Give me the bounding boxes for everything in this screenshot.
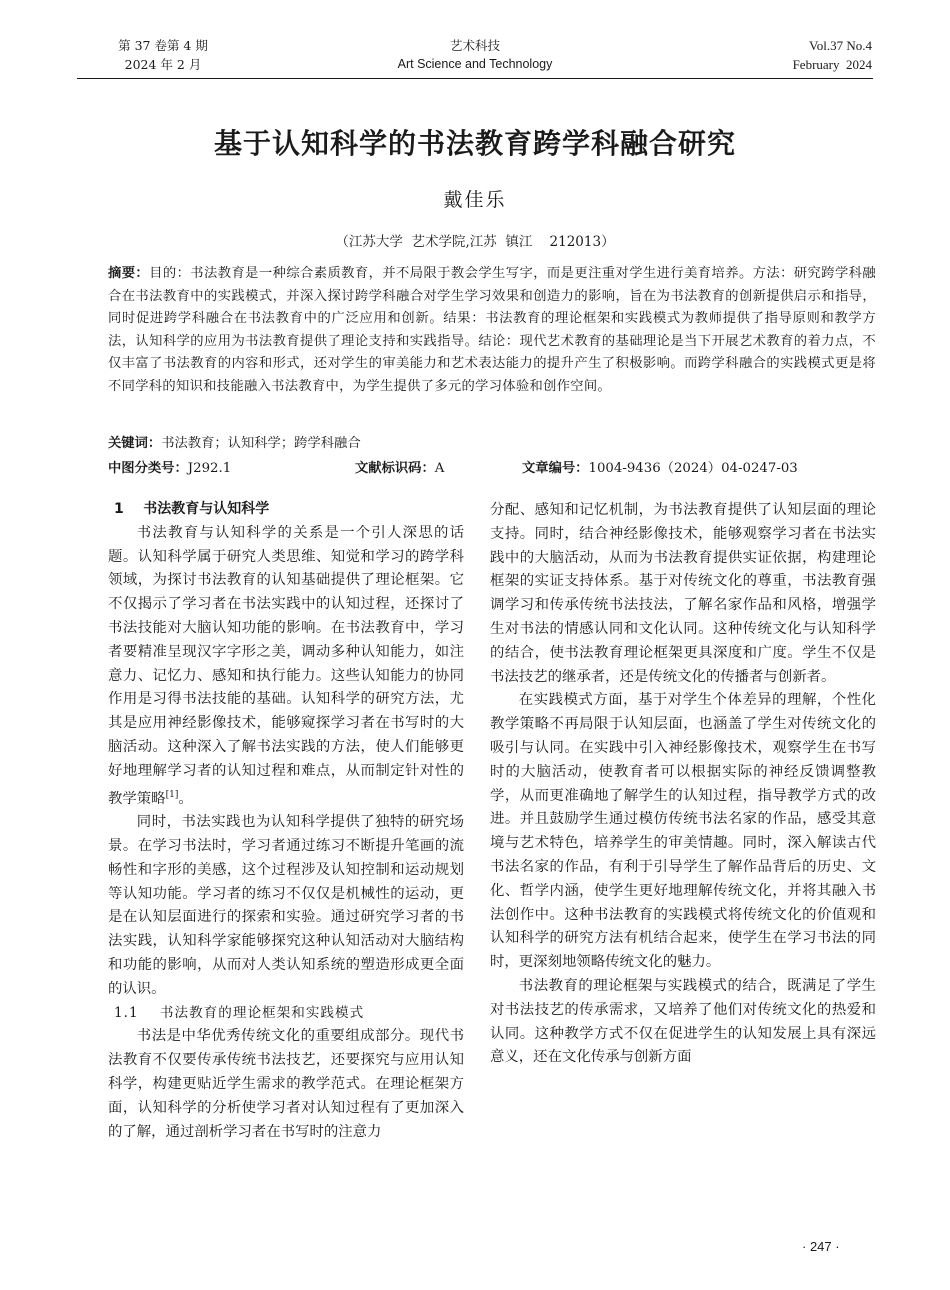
header-volume-cn: [98, 36, 228, 74]
clc-label: 中图分类号：: [108, 461, 188, 476]
paragraph-4: 在实践模式方面，基于对学生个体差异的理解，个性化教学策略不再局限于认知层面，也涵盖了学生对传统文化的吸引与认同。在实践中引入神经影像技术，观察学生在书写时的大脑活动，使教育者可以根据实际的神经反馈调整教学，从而更准确地了解学生的认知过程，指导教学方式的改进。并且鼓励学生通过模仿传统书法名家的作品，感受其意境与艺术特色，培养学生的审美情趣。同时，深入解读古代书法名家的作品，有利于引导学生了解作品背后的历史、文化、哲学内涵，使学生更好地理解传统文化，并将其融入书法创作中。这种书法教育的实践模式将传统文化的价值观和认知科学的研究方法有机结合起来，使学生在学习书法的同时，更深刻地领略传统文化的魅力。: [490, 692, 876, 971]
clc-value: J292.1: [187, 461, 232, 476]
paragraph-1-text: 书法教育与认知科学的关系是一个引人深思的话题。认知科学属于研究人类思维、知觉和学习的跨学科领域，为探讨书法教育的认知基础提供了理论框架。它不仅揭示了学习者在书法实践中的认知过程，还探讨了书法技能对大脑认知功能的影响。在书法教育中，学习者要精准呈现汉字字形之美，调动多种认知能力，如注意力、记忆力、感知和执行能力。这些认知能力的协同作用是习得书法技能的基础。认知科学的研究方法，尤其是应用神经影像技术，能够窥探学习者在书写时的大脑活动。这种深入了解书法实践的方法，使人们能够更好地理解学习者的认知过程和难点，从而制定针对性的教学策略: [108, 524, 464, 807]
paragraph-1: [108, 522, 464, 811]
header-journal: [350, 36, 600, 74]
abstract: [108, 263, 876, 398]
page-number: · 247 ·: [802, 1239, 840, 1254]
doc-code-value: A: [434, 461, 445, 476]
header-volume-en: [752, 36, 872, 74]
header-volume-issue: 第 37 卷第 4 期: [118, 38, 208, 53]
article-number: [522, 458, 798, 480]
section-1-1-heading: 1.1 书法教育的理论框架和实践模式: [114, 1004, 365, 1021]
journal-name-cn: 艺术科技: [449, 38, 500, 53]
paragraph-5: 书法教育的理论框架与实践模式的结合，既满足了学生对书法技艺的传承需求，又培养了他们对传统文化的热爱和认同。这种教学方式不仅在促进学生的认知发展上具有深远意义，还在文化传承与创新方面: [490, 977, 876, 1066]
abstract-text: 目的：书法教育是一种综合素质教育，并不局限于教会学生写字，而是更注重对学生进行美育培养。方法：研究跨学科融合在书法教育中的实践模式，并深入探讨跨学科融合对学生学习效果和创造力的影响，旨在为书法教育的创新提供启示和指导，同时促进跨学科融合在书法教育中的广泛应用和创新。结果：书法教育的理论框架和实践模式为教师提供了指导原则和教学方法，认知科学的应用为书法教育提供了理论支持和实践指导。结论：现代艺术教育的基础理论是当下开展艺术教育的着力点，不仅丰富了书法教育的内容和形式，还对学生的审美能力和艺术表达能力的提升产生了积极影响。而跨学科融合的实践模式更是将不同学科的知识和技能融入书法教育中，为学生提供了多元的学习体验和创作空间。: [108, 266, 876, 394]
clc-number: [108, 458, 231, 480]
header-date-en: February 2024: [792, 57, 872, 72]
journal-name-en: Art Science and Technology: [397, 57, 553, 71]
abstract-paragraph: [108, 263, 876, 398]
paragraph-3: 书法是中华优秀传统文化的重要组成部分。现代书法教育不仅要传承传统书法技艺，还要探究与应用认知科学，构建更贴近学生需求的教学范式。在理论框架方面，认知科学的分析使学习者对认知过程有了更加深入的了解，通过剖析学习者在书写时的注意力: [108, 1028, 464, 1140]
keywords: [108, 433, 361, 455]
article-number-value: 1004-9436（2024）04-0247-03: [588, 461, 798, 476]
author-name: 戴佳乐: [443, 189, 507, 211]
paragraph-2: 同时，书法实践也为认知科学提供了独特的研究场景。在学习书法时，学习者通过练习不断提升笔画的流畅性和字形的美感，这个过程涉及认知控制和运动规划等认知功能。学习者的练习不仅仅是机械性的运动，更是在认知层面进行的探索和实验。通过研究学习者的书法实践，认知科学家能够探究这种认知活动对大脑结构和功能的影响，从而对人类认知系统的塑造形成更全面的认识。: [108, 814, 464, 997]
header-rule: [77, 78, 873, 79]
abstract-label: 摘要：: [108, 266, 150, 281]
body-column-left: [108, 498, 464, 1144]
paper-title: 基于认知科学的书法教育跨学科融合研究: [213, 127, 736, 160]
keywords-text: 书法教育；认知科学；跨学科融合: [161, 436, 361, 451]
doc-code-label: 文献标识码：: [355, 461, 435, 476]
header-date-cn: 2024 年 2 月: [124, 57, 202, 72]
doc-code: [355, 458, 444, 480]
keywords-label: 关键词：: [108, 436, 162, 451]
header-vol-no-en: Vol.37 No.4: [809, 38, 872, 53]
citation-ref: [1]: [165, 789, 179, 800]
article-number-label: 文章编号：: [522, 461, 589, 476]
affiliation: （江苏大学 艺术学院,江苏 镇江 212013）: [335, 234, 615, 250]
section-1-heading: 1 书法教育与认知科学: [114, 501, 270, 517]
body-column-right: [490, 499, 876, 1070]
paragraph-3-continued: 分配、感知和记忆机制，为书法教育提供了认知层面的理论支持。同时，结合神经影像技术，能够观察学习者在书法实践中的大脑活动，从而为书法教育提供实证依据，构建理论框架的实证支持体系。基于对传统文化的尊重，书法教育强调学习和传承传统书法技法，了解名家作品和风格，增强学生对书法的情感认同和文化认同。这种传统文化与认知科学的结合，使书法教育理论框架更具深度和广度。学生不仅是书法技艺的继承者，还是传统文化的传播者与创新者。: [490, 502, 876, 685]
paragraph-1-end: 。: [178, 790, 193, 807]
